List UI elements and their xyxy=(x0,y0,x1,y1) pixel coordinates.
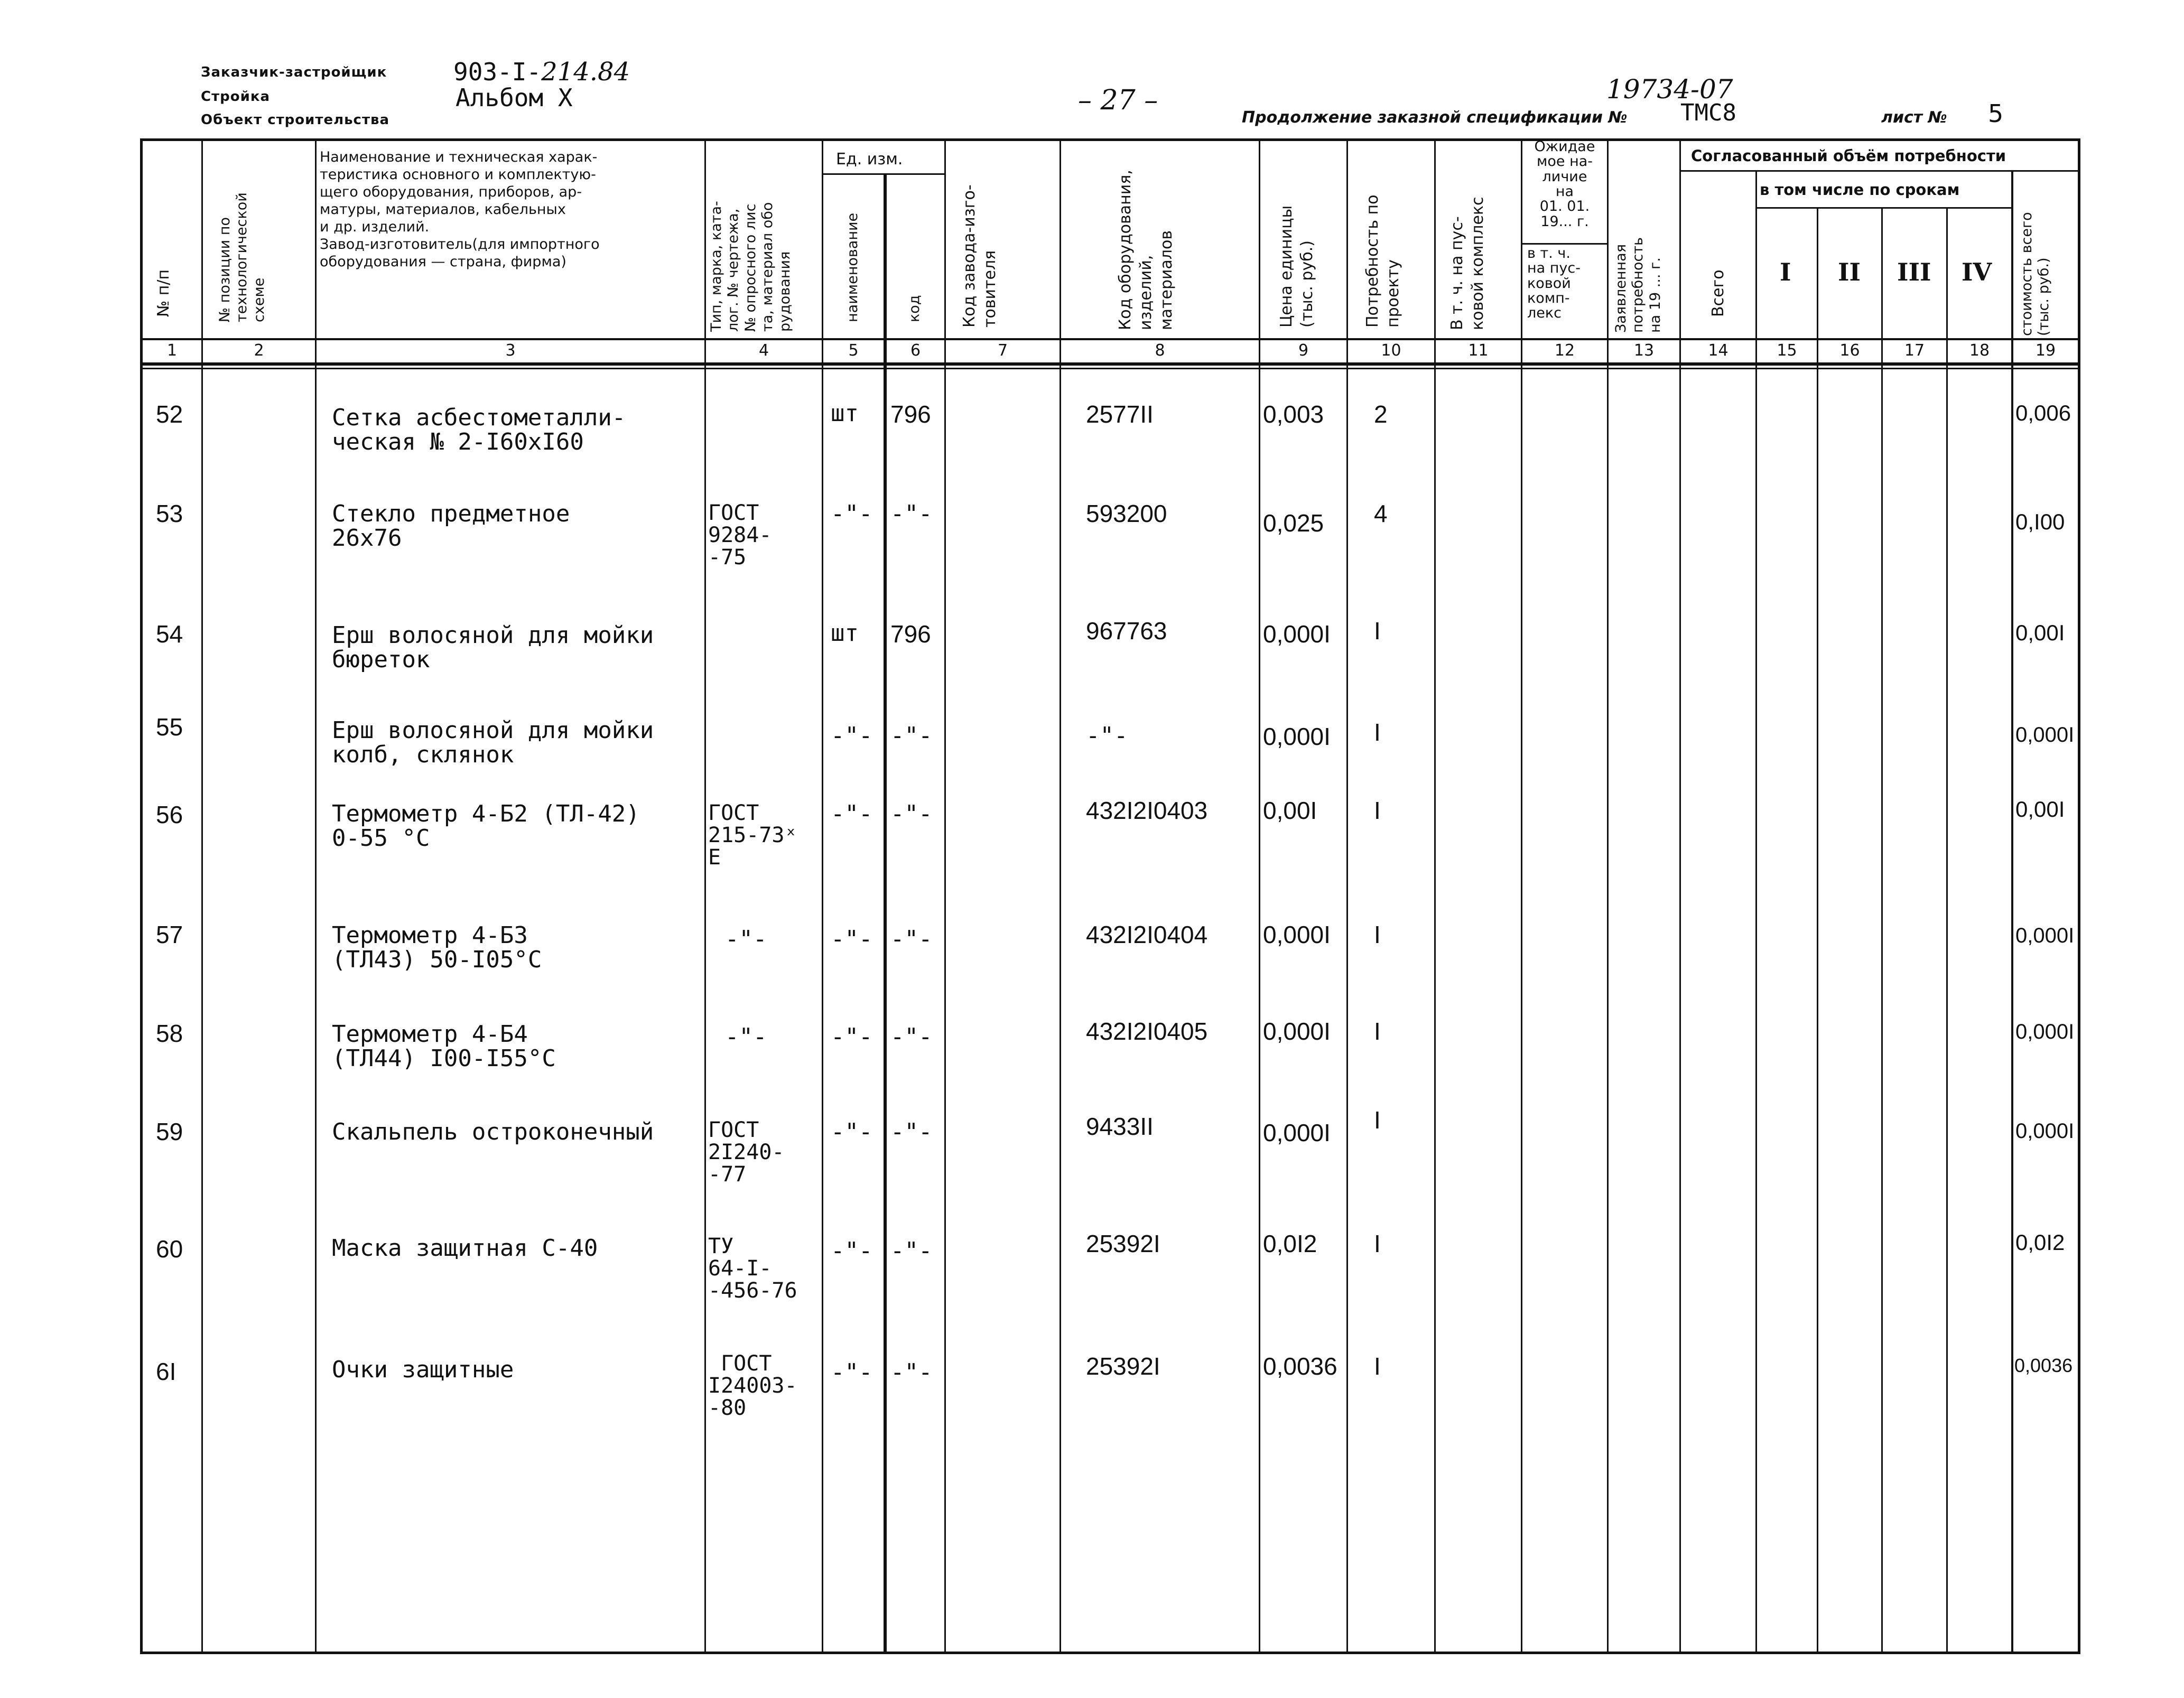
col16-header: II xyxy=(1838,258,1861,286)
unit-code: -"- xyxy=(890,926,933,953)
quantity: I xyxy=(1374,617,1381,645)
col18-header: IV xyxy=(1962,258,1992,286)
column-number: 8 xyxy=(1155,341,1165,360)
col-sep xyxy=(1607,138,1609,1654)
col-sep xyxy=(1817,207,1818,1654)
quantity: I xyxy=(1374,1352,1381,1380)
column-number: 13 xyxy=(1633,341,1655,360)
col7-header xyxy=(959,184,1000,328)
unit-code: 796 xyxy=(890,620,931,648)
unit-price: 0,000I xyxy=(1263,1018,1331,1045)
col8-header xyxy=(1115,170,1177,330)
item-name: Термометр 4-Б2 (ТЛ-42) 0-55 °С xyxy=(332,800,640,852)
item-type: ГОСТ 9284- -75 xyxy=(708,501,772,570)
column-number: 16 xyxy=(1839,341,1860,360)
column-number: 3 xyxy=(505,341,516,360)
item-type: ГОСТ 215-73ˣ Е xyxy=(708,801,797,870)
item-code: 2577II xyxy=(1086,400,1154,428)
col10-header xyxy=(1362,194,1404,328)
col9-line: (тыс. руб.) xyxy=(1298,240,1316,328)
item-name: Термометр 4-Б3 (ТЛ43) 50-I05°С xyxy=(332,922,542,974)
col12-top-line: 01. 01. xyxy=(1539,198,1590,215)
spec-number: ТМС8 xyxy=(1680,99,1736,126)
item-code: 432I2I0403 xyxy=(1086,797,1208,824)
column-number: 18 xyxy=(1969,341,1990,360)
col9-header xyxy=(1276,206,1317,328)
item-code: 432I2I0405 xyxy=(1086,1018,1208,1045)
column-number: 14 xyxy=(1708,341,1728,360)
unit-price: 0,000I xyxy=(1263,620,1331,648)
col10-line: Потребность по xyxy=(1363,194,1382,328)
row-number: 55 xyxy=(156,713,183,741)
col2-line: № позиции по xyxy=(217,217,233,322)
unit-price: 0,0036 xyxy=(1263,1352,1337,1380)
col8-line: материалов xyxy=(1157,230,1176,330)
doc-number: 19734-07 xyxy=(1606,74,1733,105)
table-left-border xyxy=(140,138,143,1654)
header-bottom-line xyxy=(140,338,2080,340)
unit-group-line xyxy=(822,173,944,175)
item-name: Сетка асбестометалли- ческая № 2-I60xI60 xyxy=(332,404,626,456)
quantity: 4 xyxy=(1374,500,1388,527)
total-cost: 0,000I xyxy=(2015,723,2075,747)
item-code: 25392I xyxy=(1086,1352,1160,1380)
total-cost: 0,I00 xyxy=(2015,509,2065,534)
unit-code: -"- xyxy=(890,500,933,527)
total-cost: 0,0036 xyxy=(2014,1355,2073,1376)
continuation-label: Продолжение заказной спецификации № xyxy=(1242,108,1628,127)
item-code: 593200 xyxy=(1086,500,1167,527)
col3-line: Наименование и техническая харак- xyxy=(320,149,598,165)
col-sep xyxy=(1755,170,1757,1654)
col12-top-line: Ожидае xyxy=(1534,138,1595,155)
col19-line: (тыс. руб.) xyxy=(2036,257,2052,336)
item-type: -"- xyxy=(725,1023,767,1050)
unit-price: 0,025 xyxy=(1263,509,1324,537)
col-sep xyxy=(1434,138,1436,1654)
col-sep xyxy=(944,138,946,1654)
quantity: I xyxy=(1374,719,1381,746)
col7-line: товителя xyxy=(981,250,999,328)
row-number: 59 xyxy=(156,1118,183,1145)
total-cost: 0,000I xyxy=(2015,1020,2075,1043)
col3-line: Завод-изготовитель(для импортного xyxy=(320,236,600,253)
row-number: 53 xyxy=(156,500,183,527)
col13-header xyxy=(1613,237,1664,333)
col11-line: В т. ч. на пус- xyxy=(1448,216,1466,330)
col5-header: наименование xyxy=(844,212,861,322)
unit-price: 0,00I xyxy=(1263,797,1317,824)
quantity: I xyxy=(1374,797,1381,824)
unit-name: -"- xyxy=(831,926,873,953)
col3-line: щего оборудования, приборов, ар- xyxy=(320,183,582,200)
number-row-bottom-line xyxy=(140,362,2080,366)
row-number: 56 xyxy=(156,801,183,828)
unit-code: -"- xyxy=(890,1359,933,1386)
col12-top-line: мое на- xyxy=(1536,153,1593,170)
unit-name: шт xyxy=(831,620,859,647)
item-code: 432I2I0404 xyxy=(1086,921,1208,948)
col19-line: стоимость всего xyxy=(2019,212,2035,336)
col9-line: Цена единицы xyxy=(1277,205,1296,328)
col-sep xyxy=(1521,138,1522,1654)
project-code-printed: 903-I- xyxy=(453,58,542,86)
total-cost: 0,00I xyxy=(2015,797,2065,822)
col12-bottom-line: на пус- xyxy=(1527,260,1581,277)
total-cost: 0,006 xyxy=(2015,400,2071,425)
col4-line: рудования xyxy=(776,251,793,332)
unit-code: -"- xyxy=(890,1118,933,1145)
sheet-number: 5 xyxy=(1988,99,2004,128)
col11-header xyxy=(1447,197,1488,330)
col-sep xyxy=(1346,138,1348,1654)
quantity: I xyxy=(1374,921,1381,948)
item-code: 9433II xyxy=(1086,1113,1154,1140)
unit-code: -"- xyxy=(890,722,933,749)
col14-header: Всего xyxy=(1709,269,1727,317)
col-sep xyxy=(315,138,317,1654)
c12-split-line xyxy=(1521,243,1607,245)
agreed-group-line xyxy=(1679,170,2080,172)
unit-price: 0,000I xyxy=(1263,723,1331,750)
col4-line: лог. № чертежа, xyxy=(725,208,742,332)
quantity: I xyxy=(1374,1106,1381,1134)
sheet-label: лист № xyxy=(1881,108,1947,127)
item-name: Очки защитные xyxy=(332,1356,514,1383)
column-number: 2 xyxy=(254,341,264,360)
total-cost: 0,00I xyxy=(2015,620,2065,645)
unit-code: -"- xyxy=(890,1237,933,1264)
unit-name: -"- xyxy=(831,1237,873,1264)
quantity: I xyxy=(1374,1018,1381,1045)
unit-name: -"- xyxy=(831,1118,873,1145)
col3-line: и др. изделий. xyxy=(320,218,430,235)
column-number: 7 xyxy=(997,341,1008,360)
col11-line: ковой комплекс xyxy=(1469,197,1487,330)
project-code-handwritten: 214.84 xyxy=(541,57,630,87)
item-name: Термометр 4-Б4 (ТЛ44) I00-I55°С xyxy=(332,1021,556,1072)
unit-name: -"- xyxy=(831,800,873,827)
col4-header xyxy=(708,201,794,332)
column-number: 19 xyxy=(2035,341,2056,360)
unit-name: -"- xyxy=(831,1359,873,1386)
col7-line: Код завода-изго- xyxy=(960,184,979,328)
col-sep xyxy=(704,138,706,1654)
unit-code: -"- xyxy=(890,1023,933,1050)
row-number: 6I xyxy=(156,1358,176,1385)
col-sep xyxy=(822,138,823,1654)
total-cost: 0,0I2 xyxy=(2015,1230,2065,1255)
col-sep xyxy=(1259,138,1260,1654)
quantity: I xyxy=(1374,1230,1381,1257)
unit-price: 0,0I2 xyxy=(1263,1230,1317,1257)
col-sep xyxy=(1946,207,1948,1654)
col6-header: код xyxy=(906,295,923,322)
table-bottom-border xyxy=(140,1652,2080,1654)
col8-line: Код оборудования, xyxy=(1116,170,1135,330)
col13-line: потребность xyxy=(1630,237,1647,333)
row-number: 60 xyxy=(156,1235,183,1263)
col12-bottom-line: ковой xyxy=(1527,275,1571,292)
column-number: 12 xyxy=(1554,341,1575,360)
column-number: 1 xyxy=(166,341,178,360)
row-number: 58 xyxy=(156,1020,183,1047)
col3-line: оборудования — страна, фирма) xyxy=(320,253,566,270)
unit-name: -"- xyxy=(831,1023,873,1050)
item-name: Маска защитная С-40 xyxy=(332,1235,598,1262)
col1-header: № п/п xyxy=(154,269,173,317)
item-type: ТУ 64-I- -456-76 xyxy=(708,1234,797,1303)
col13-line: Заявленная xyxy=(1613,244,1629,333)
col19-header xyxy=(2019,212,2053,336)
row-number: 52 xyxy=(156,400,183,428)
col13-line: на 19 ... г. xyxy=(1647,257,1663,333)
table-right-border xyxy=(2078,138,2080,1654)
total-cost: 0,000I xyxy=(2015,924,2075,947)
item-code: 967763 xyxy=(1086,617,1167,645)
customer-label: Заказчик-застройщик xyxy=(201,64,387,80)
col12-bottom-header xyxy=(1527,246,1581,321)
col-sep xyxy=(1060,138,1061,1654)
col3-header xyxy=(320,149,600,271)
unit-group-header: Ед. изм. xyxy=(836,150,903,169)
item-name: Скальпель остроконечный xyxy=(332,1118,654,1145)
item-type: -"- xyxy=(725,926,767,953)
column-number: 6 xyxy=(910,341,921,360)
col4-line: № опросного лис xyxy=(742,203,759,332)
col4-line: та, материал обо xyxy=(759,202,776,332)
col12-top-line: на xyxy=(1555,183,1574,200)
col12-bottom-line: комп- xyxy=(1527,290,1570,307)
agreed-group-header: Согласованный объём потребности xyxy=(1691,147,2006,165)
col2-header xyxy=(217,192,268,322)
row-number: 54 xyxy=(156,620,183,648)
object-label: Объект строительства xyxy=(201,112,390,128)
item-code: 25392I xyxy=(1086,1230,1160,1257)
col8-line: изделий, xyxy=(1137,255,1155,330)
col12-bottom-line: лекс xyxy=(1527,305,1562,322)
item-type: ГОСТ I24003- -80 xyxy=(708,1351,797,1420)
item-type: ГОСТ 2I240- -77 xyxy=(708,1118,785,1187)
album-label: Альбом X xyxy=(456,83,573,112)
col-sep xyxy=(2011,170,2013,1654)
column-number: 10 xyxy=(1381,341,1401,360)
col12-bottom-line: в т. ч. xyxy=(1527,245,1570,262)
col12-top-line: личие xyxy=(1542,168,1587,185)
row-number: 57 xyxy=(156,921,183,948)
col-sep xyxy=(1881,207,1883,1654)
number-row-double-line xyxy=(140,368,2080,369)
table-top-border xyxy=(140,138,2080,141)
unit-price: 0,003 xyxy=(1263,400,1324,428)
col3-line: матуры, материалов, кабельных xyxy=(320,201,566,218)
unit-name: шт xyxy=(831,400,859,427)
col10-line: проекту xyxy=(1384,259,1402,328)
col15-header: I xyxy=(1780,258,1791,286)
column-number: 17 xyxy=(1904,341,1925,360)
terms-group-header: в том числе по срокам xyxy=(1760,181,1960,199)
column-number: 5 xyxy=(848,341,859,360)
col17-header: III xyxy=(1897,258,1931,286)
col12-top-header xyxy=(1525,139,1604,229)
col3-line: теристика основного и комплектую- xyxy=(320,166,596,183)
terms-group-line xyxy=(1755,207,2013,209)
item-code: -"- xyxy=(1086,722,1128,749)
unit-name: -"- xyxy=(831,500,873,527)
column-number: 15 xyxy=(1777,341,1797,360)
column-number: 4 xyxy=(758,341,769,360)
unit-code: -"- xyxy=(890,800,933,827)
col12-top-line: 19... г. xyxy=(1540,213,1589,230)
total-cost: 0,000I xyxy=(2015,1119,2075,1143)
item-name: Ерш волосяной для мойки колб, склянок xyxy=(332,717,654,769)
item-name: Стекло предметное 26x76 xyxy=(332,500,570,552)
item-name: Ерш волосяной для мойки бюреток xyxy=(332,622,654,674)
column-number: 9 xyxy=(1298,341,1309,360)
col4-line: Тип, марка, ката- xyxy=(708,201,724,332)
construction-label: Стройка xyxy=(201,89,271,105)
col-sep xyxy=(884,173,887,1654)
col2-line: технологической xyxy=(234,192,250,322)
col2-line: схеме xyxy=(250,277,267,322)
unit-price: 0,000I xyxy=(1263,921,1331,948)
quantity: 2 xyxy=(1374,400,1388,428)
unit-price: 0,000I xyxy=(1263,1119,1331,1146)
col-sep xyxy=(1679,138,1681,1654)
column-number: 11 xyxy=(1468,341,1489,360)
unit-code: 796 xyxy=(890,400,931,428)
col-sep xyxy=(201,138,203,1654)
unit-name: -"- xyxy=(831,722,873,749)
page-number: – 27 – xyxy=(1078,85,1158,116)
